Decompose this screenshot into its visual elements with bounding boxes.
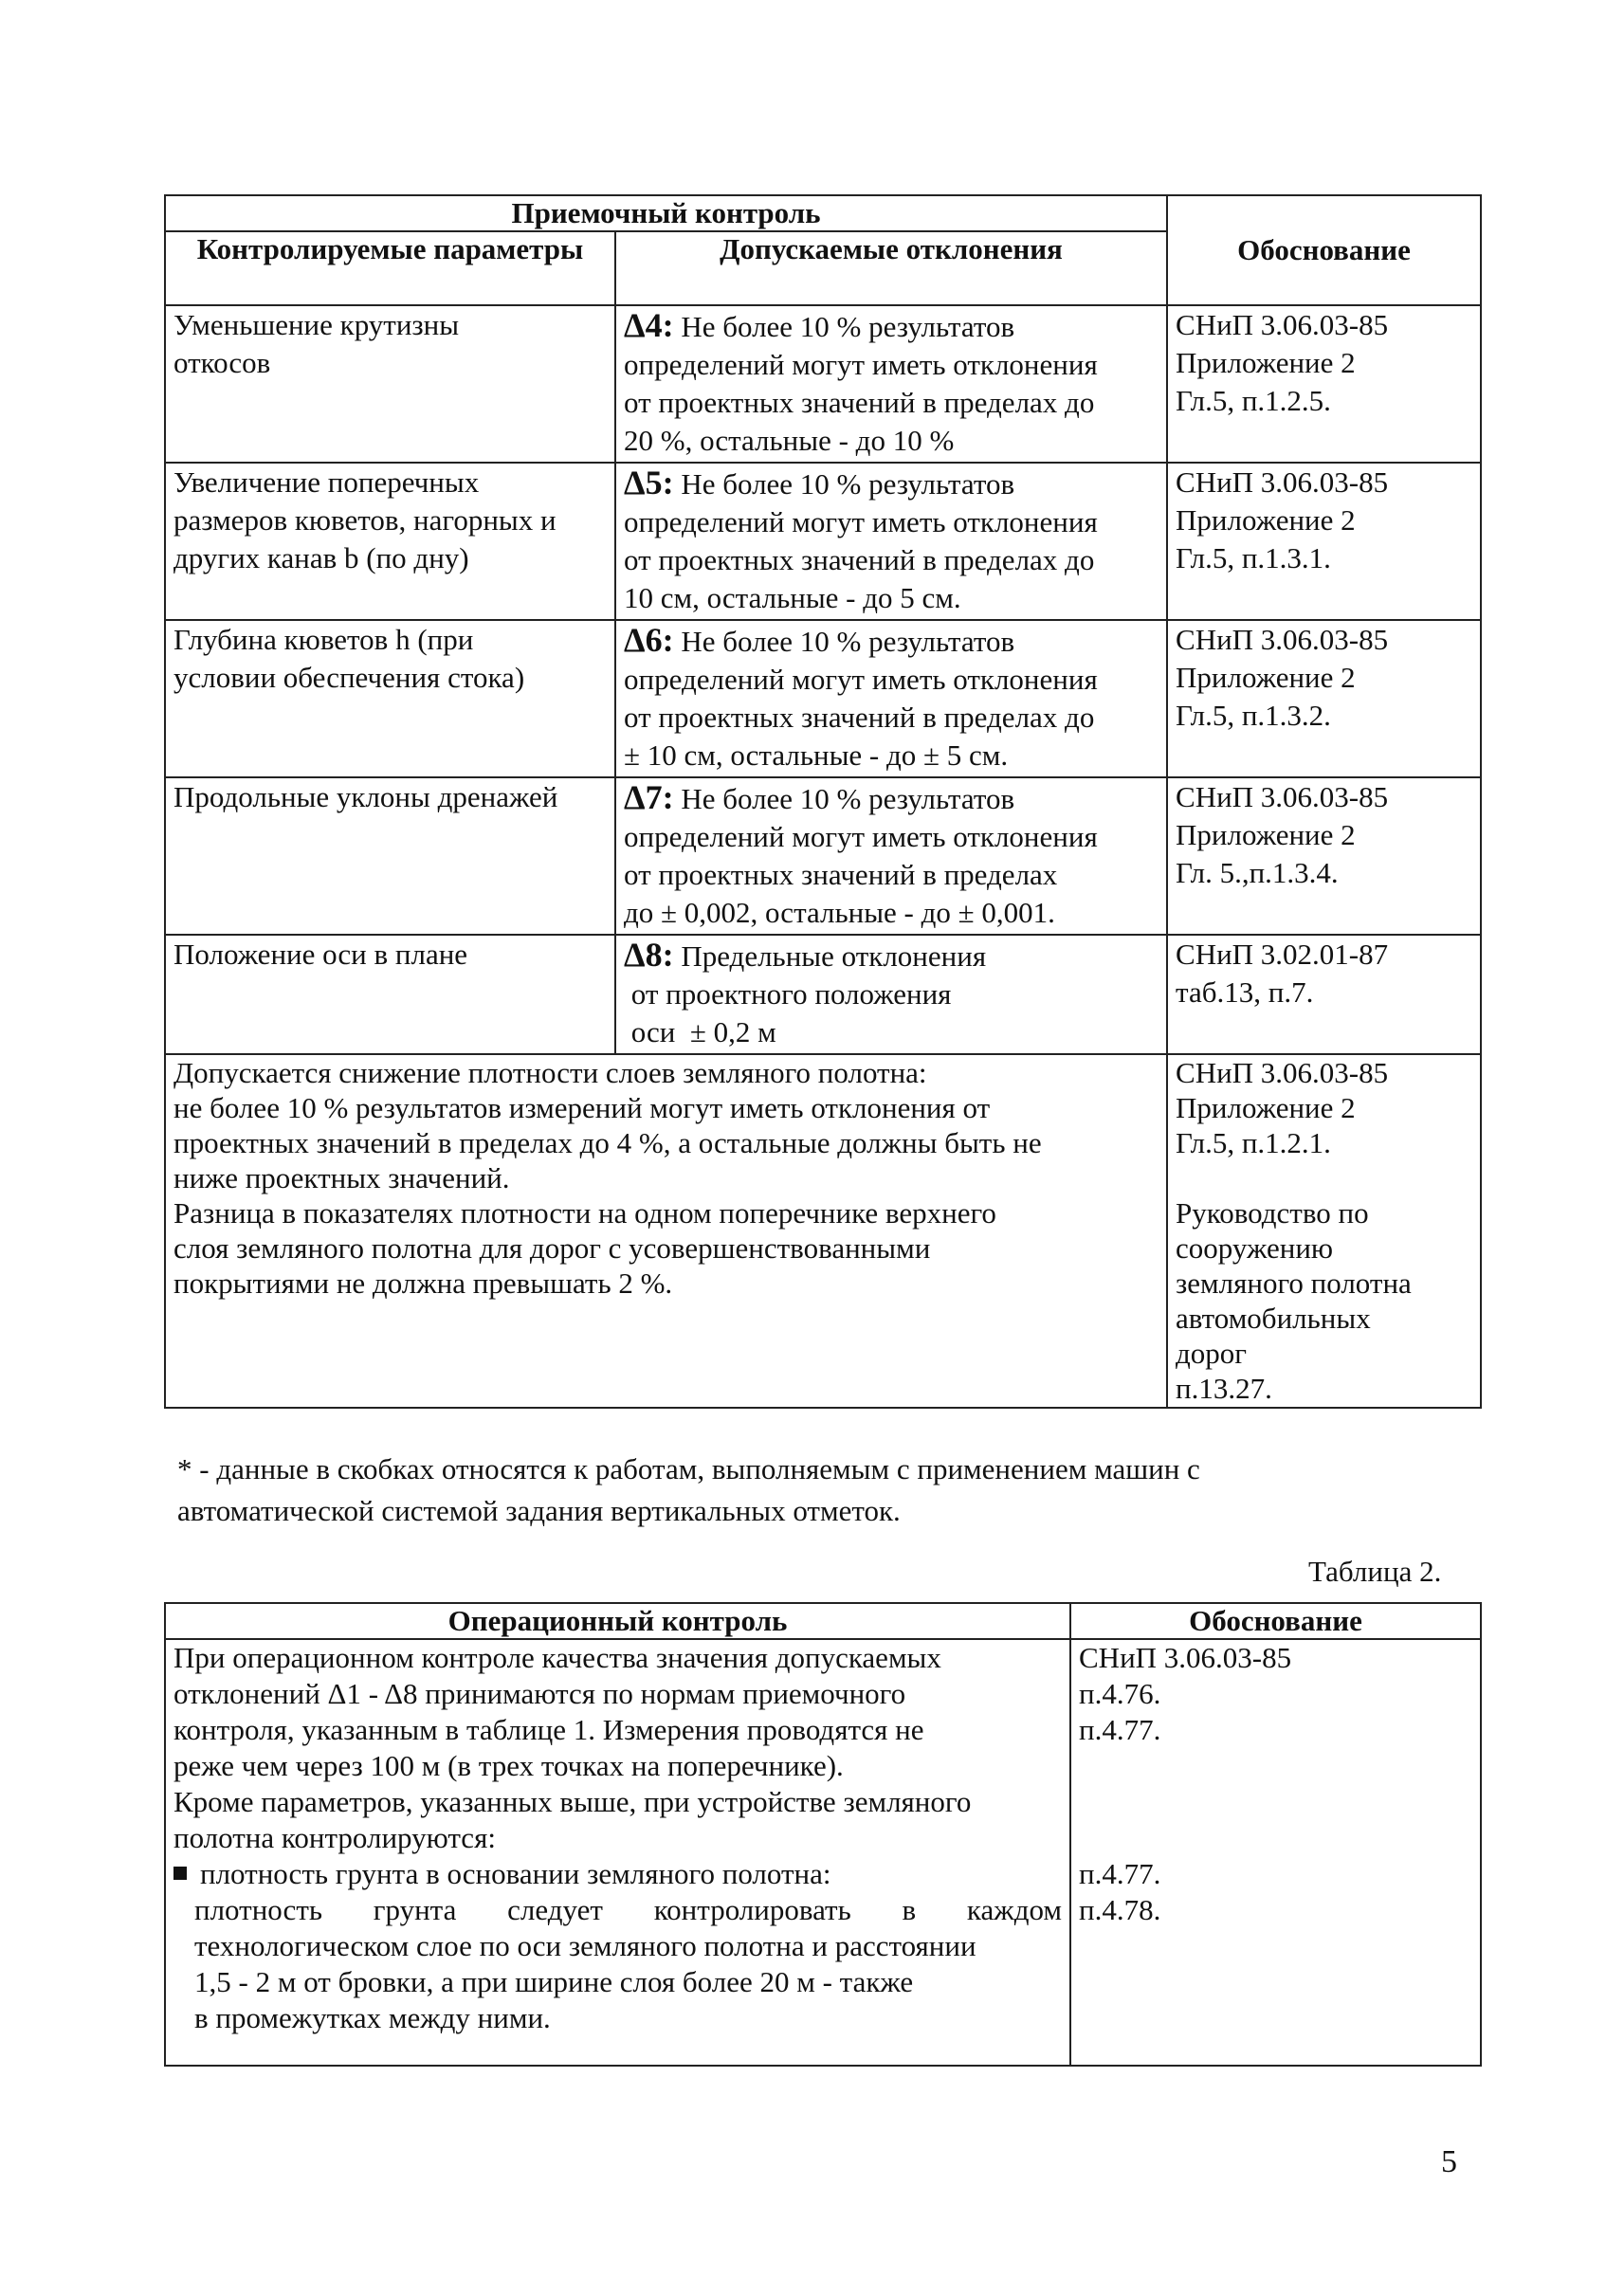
operational-control-table [164,1602,1482,2067]
operational-control-header: Операционный контроль [165,1603,1070,1639]
basis-cell: СНиП 3.06.03-85 Приложение 2 Гл.5, п.1.2.5. [1167,305,1481,463]
operational-control-text-cell: При операционном контроле качества значения допускаемых отклонений Δ1 - Δ8 принимаются по нормам приемочного контроля, указанным в таблице 1. Измерения проводятся не реже чем через 100 м (в трех точках на поперечнике). Кроме параметров, указанных выше, при устройстве земляного полотна контролируются: плотность грунта в основании земляного полотна: плотность грунта следует контролировать в каждом технологическом слое по оси земляного полотна и расстоянии 1,5 - 2 м от бровки, а при ширине слоя более 20 м - также в промежутках между ними. [165,1639,1070,2066]
table-row [165,620,1481,777]
basis-cell: СНиП 3.06.03-85 Приложение 2 Гл.5, п.1.3.2. [1167,620,1481,777]
density-basis-cell: СНиП 3.06.03-85 Приложение 2 Гл.5, п.1.2.1. Руководство по сооружению земляного полотна автомобильных дорог п.13.27. [1167,1054,1481,1408]
table-row [165,463,1481,620]
delta-label: Δ8: [624,936,674,974]
deviation-cell: Δ6: Не более 10 % результатов определений могут иметь отклонения от проектных значений в пределах до ± 10 см, остальные - до ± 5 см. [615,620,1167,777]
basis-cell: СНиП 3.06.03-85 Приложение 2 Гл.5, п.1.3.1. [1167,463,1481,620]
basis-column-header: Обоснование [1070,1603,1481,1639]
page-number: 5 [1441,2144,1457,2179]
basis-column-header: Обоснование [1167,195,1481,305]
param-cell: Увеличение поперечных размеров кюветов, нагорных и других канав b (по дну) [165,463,615,620]
table-row [165,777,1481,935]
deviations-column-header: Допускаемые отклонения [615,231,1167,305]
param-cell: Продольные уклоны дренажей [165,777,615,935]
acceptance-control-header: Приемочный контроль [165,195,1167,231]
table-row [165,935,1481,1054]
basis-cell: СНиП 3.06.03-85 Приложение 2 Гл. 5.,п.1.3.4. [1167,777,1481,935]
param-cell: Глубина кюветов h (при условии обеспечения стока) [165,620,615,777]
delta-label: Δ5: [624,464,674,501]
table2-label: Таблица 2. [1308,1555,1442,1588]
table-row [165,305,1481,463]
deviation-cell: Δ7: Не более 10 % результатов определений могут иметь отклонения от проектных значений в пределах до ± 0,002, остальные - до ± 0,001. [615,777,1167,935]
square-bullet-icon [173,1867,187,1880]
footnote: * - данные в скобках относятся к работам, выполняемым с применением машин с автоматической системой задания вертикальных отметок. [177,1452,1200,1527]
deviation-cell: Δ8: Предельные отклонения от проектного положения оси ± 0,2 м [615,935,1167,1054]
delta-label: Δ6: [624,621,674,659]
delta-label: Δ7: [624,778,674,816]
density-row [165,1054,1481,1408]
deviation-cell: Δ4: Не более 10 % результатов определений могут иметь отклонения от проектных значений в пределах до 20 %, остальные - до 10 % [615,305,1167,463]
params-column-header: Контролируемые параметры [165,231,615,305]
operational-basis-cell: СНиП 3.06.03-85 п.4.76. п.4.77. п.4.77. п.4.78. [1070,1639,1481,2066]
basis-cell: СНиП 3.02.01-87 таб.13, п.7. [1167,935,1481,1054]
delta-label: Δ4: [624,306,674,344]
deviation-cell: Δ5: Не более 10 % результатов определений могут иметь отклонения от проектных значений в пределах до 10 см, остальные - до 5 см. [615,463,1167,620]
param-cell: Уменьшение крутизны откосов [165,305,615,463]
density-text-cell: Допускается снижение плотности слоев земляного полотна: не более 10 % результатов измерений могут иметь отклонения от проектных значений в пределах до 4 %, а остальные должны быть не ниже проектных значений. Разница в показателях плотности на одном поперечнике верхнего слоя земляного полотна для дорог с усовершенствованными покрытиями не должна превышать 2 %. [165,1054,1167,1408]
param-cell: Положение оси в плане [165,935,615,1054]
acceptance-control-table [164,194,1482,1409]
